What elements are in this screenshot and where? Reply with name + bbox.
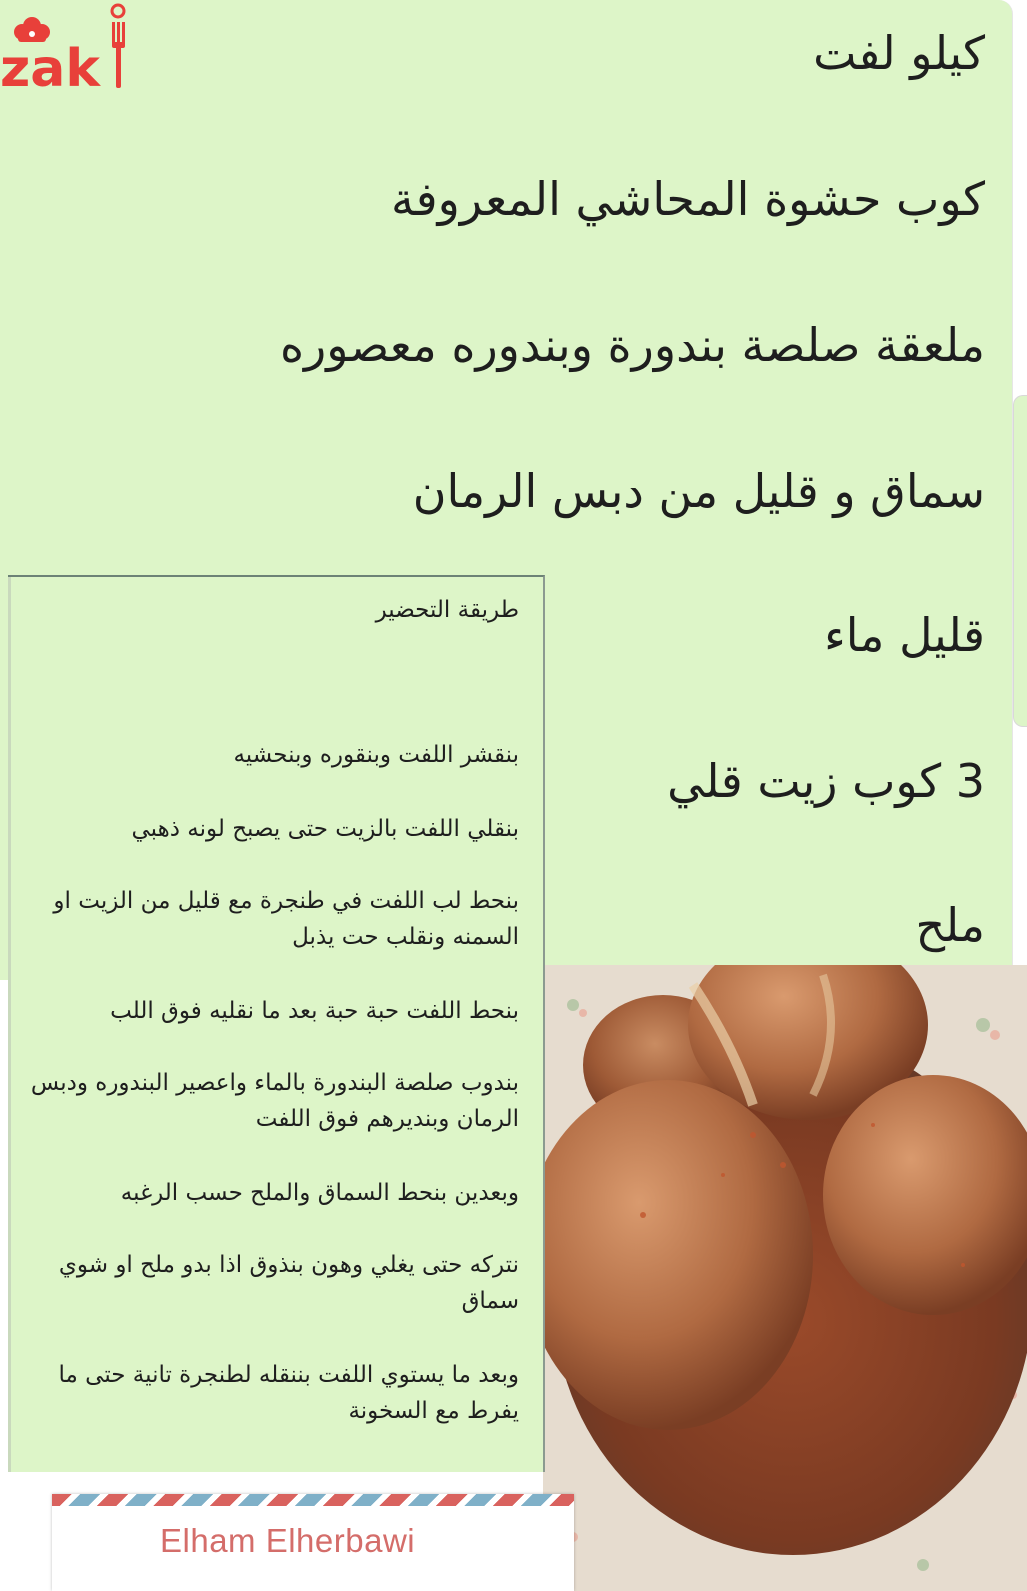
ingredient-line: ملعقة صلصة بندورة وبندوره معصوره [279, 318, 985, 372]
method-step: بنحط لب اللفت في طنجرة مع قليل من الزيت او السمنه ونقلب حت يذبل [53, 888, 519, 950]
ingredient-line: كيلو لفت [813, 26, 985, 80]
ingredient-line: كوب حشوة المحاشي المعروفة [391, 172, 985, 226]
author-signature-card [52, 1494, 574, 1591]
airmail-stripe [52, 1494, 574, 1506]
ingredient-line: 3 كوب زيت قلي [667, 754, 985, 808]
author-name: Elham Elherbawi [160, 1522, 416, 1559]
svg-text:zak: zak [0, 39, 100, 92]
scroll-handle[interactable] [1013, 395, 1027, 727]
method-step: وبعد ما يستوي اللفت بننقله لطنجرة تانية حتى ما يفرط مع السخونة [58, 1362, 519, 1424]
method-step: بنقلي اللفت بالزيت حتى يصبح لونه ذهبي [131, 816, 519, 842]
method-step: نتركه حتى يغلي وهون بنذوق اذا بدو ملح او شوي سماق [58, 1252, 519, 1314]
method-step: وبعدين بنحط السماق والملح حسب الرغبه [120, 1180, 519, 1206]
method-step: بندوب صلصة البندورة بالماء واعصير البندوره ودبس الرمان وبنديرهم فوق اللفت [30, 1070, 519, 1132]
method-title: طريقة التحضير [375, 597, 519, 623]
method-note [8, 575, 545, 1472]
ingredient-line: سماق و قليل من دبس الرمان [412, 464, 985, 518]
stuffed-turnip-photo [543, 965, 1027, 1591]
ingredient-line: ملح [915, 898, 985, 952]
zaki-logo [0, 2, 130, 92]
fork-icon [112, 5, 125, 88]
ingredient-line: قليل ماء [824, 608, 985, 662]
method-step: بنقشر اللفت وبنقوره وبنحشيه [233, 742, 519, 768]
method-step: بنحط اللفت حبة حبة بعد ما نقليه فوق اللب [110, 998, 519, 1024]
